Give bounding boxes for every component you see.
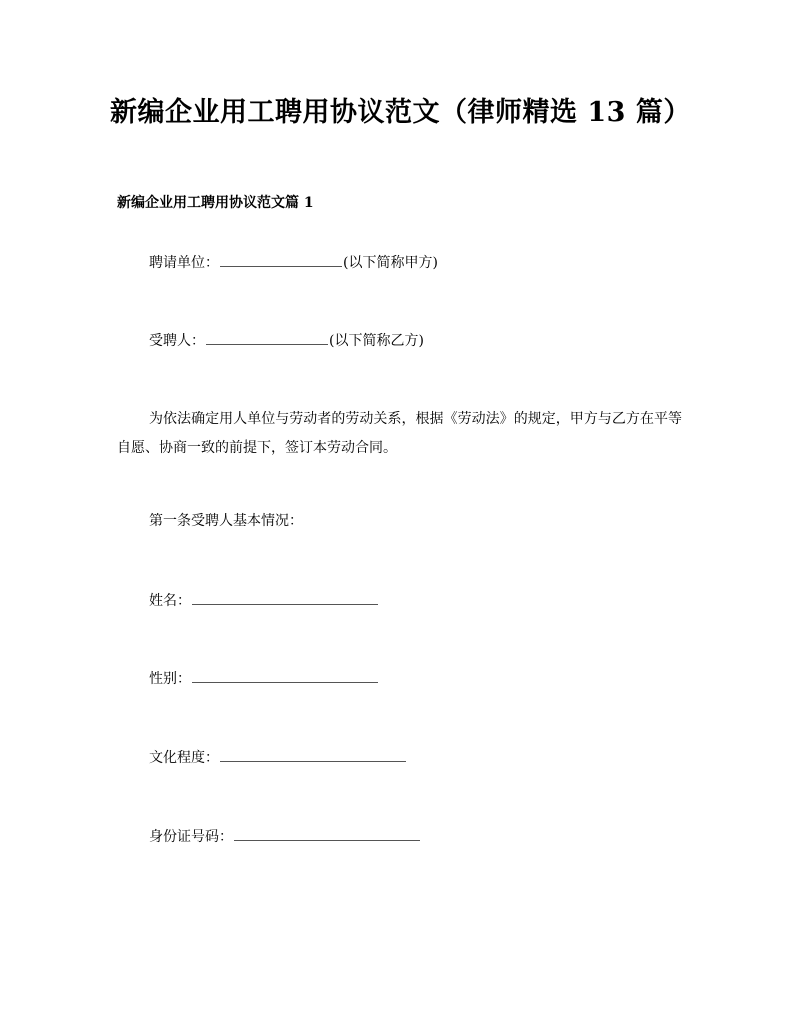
education-label: 文化程度： — [149, 750, 219, 766]
name-label: 姓名： — [149, 593, 191, 609]
id-label: 身份证号码： — [149, 829, 233, 845]
id-field-line — [149, 826, 421, 847]
education-field-line — [149, 747, 407, 768]
employer-blank — [220, 252, 342, 267]
gender-label: 性别： — [149, 671, 191, 687]
employer-line — [149, 252, 438, 273]
id-blank — [234, 826, 420, 841]
name-field-line — [149, 590, 379, 611]
page-title: 新编企业用工聘用协议范文（律师精选 13 篇） — [110, 97, 691, 128]
gender-blank — [192, 668, 378, 683]
education-blank — [220, 747, 406, 762]
employee-blank — [206, 330, 328, 345]
article-one-heading: 第一条受聘人基本情况： — [149, 513, 303, 529]
employee-suffix: (以下简称乙方) — [329, 333, 424, 349]
employee-line — [149, 330, 424, 351]
employer-label: 聘请单位： — [149, 255, 219, 271]
section-heading: 新编企业用工聘用协议范文篇 1 — [117, 195, 314, 211]
name-blank — [192, 590, 378, 605]
gender-field-line — [149, 668, 379, 689]
employer-suffix: (以下简称甲方) — [343, 255, 438, 271]
employee-label: 受聘人： — [149, 333, 205, 349]
intro-paragraph: 为依法确定用人单位与劳动者的劳动关系，根据《劳动法》的规定，甲方与乙方在平等自愿、协商一致的前提下，签订本劳动合同。 — [117, 411, 682, 456]
